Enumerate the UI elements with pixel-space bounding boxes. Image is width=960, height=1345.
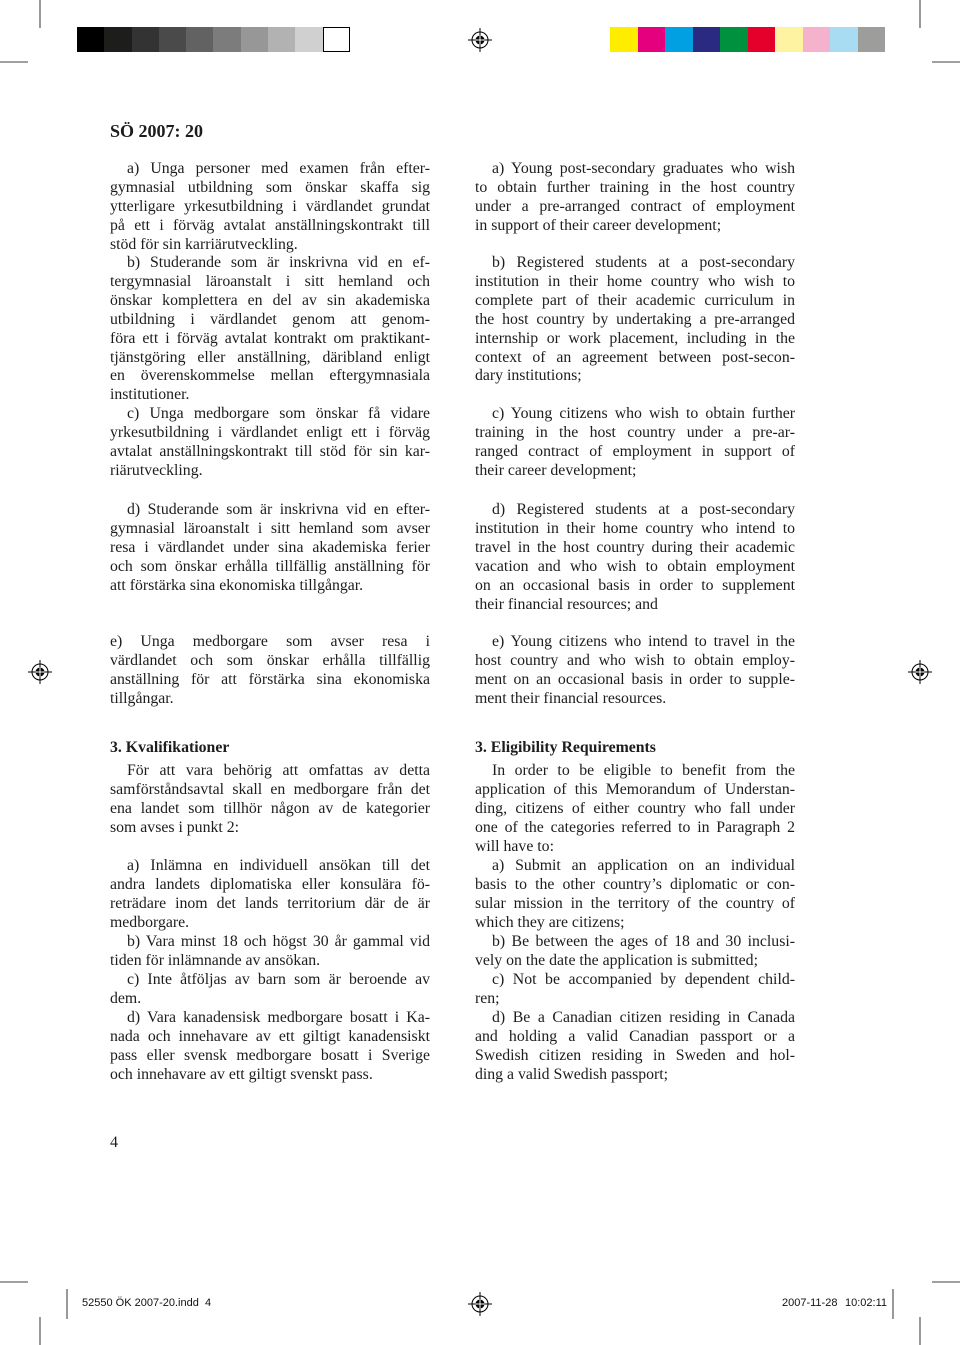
english-item-3d	[475, 1009, 795, 1085]
text-line: e) Young citizens who intend to travel in the	[492, 633, 795, 650]
text-line: c) Young citizens who wish to obtain further	[492, 405, 795, 422]
english-item-2d	[475, 501, 795, 614]
page-number: 4	[110, 1134, 118, 1151]
text-line: dem.	[110, 989, 142, 1007]
english-item-2c	[475, 405, 795, 481]
text-line: tjänstgöring eller anställning, däribland enligt	[110, 348, 430, 366]
text-line: sular mission in the territory of the country of	[475, 894, 795, 912]
text-line: application of this Memorandum of Understan-	[475, 780, 795, 798]
swedish-item-2c	[110, 405, 430, 481]
text-line: tillgångar.	[110, 689, 174, 707]
text-line: dary institutions;	[475, 367, 582, 385]
text-line: nada och innehavare av ett giltigt kanadensiskt	[110, 1027, 430, 1045]
text-line: b) Registered students at a post-secondary	[492, 254, 795, 271]
text-line: which they are citizens;	[475, 913, 625, 931]
document-reference: SÖ 2007: 20	[110, 121, 204, 141]
swedish-intro-3	[110, 762, 430, 838]
text-line: a) Young post-secondary graduates who wish	[492, 160, 795, 177]
text-line: under a pre-arranged contract of employment	[475, 197, 795, 215]
swedish-item-3b	[110, 933, 430, 971]
text-line: institution in their home country who intend to	[475, 519, 795, 537]
text-line: riärutveckling.	[110, 461, 203, 479]
section-heading: 3. Eligibility Requirements	[475, 739, 656, 756]
text-line: önskar komplettera en del av sin akademiska	[110, 291, 430, 309]
text-line: institutioner.	[110, 386, 190, 404]
color-patch	[77, 27, 104, 52]
text-line: ment their financial resources.	[475, 689, 667, 707]
color-patch	[830, 27, 858, 52]
text-line: ment on an occasional basis in order to supple-	[475, 670, 795, 688]
text-line: resa i värdlandet under sina akademiska ferier	[110, 538, 430, 556]
text-line: their financial resources; and	[475, 595, 658, 613]
text-line: the host country by undertaking a pre-arranged	[475, 310, 795, 328]
text-line: gymnasial utbildning som önskar skaffa sig	[110, 178, 430, 196]
text-line: their career development;	[475, 461, 637, 479]
text-line: utbildning i värdlandet genom att genom-	[110, 310, 430, 328]
text-line: ena landet som tillhör någon av de kategorier	[110, 799, 430, 817]
english-item-3c	[475, 971, 795, 1009]
text-line: som avses i punkt 2:	[110, 818, 240, 836]
text-line: will have to:	[475, 837, 554, 855]
slug-filename: 52550 ÖK 2007-20.indd	[82, 1297, 199, 1309]
text-line: och innehavare av ett giltigt svenskt pass.	[110, 1065, 373, 1083]
text-line: e) Unga medborgare som avser resa i	[110, 633, 430, 650]
english-intro-3	[475, 762, 795, 857]
text-line: på ett i förväg avtalat anställningskontrakt till	[110, 216, 430, 234]
registration-mark	[468, 1292, 492, 1316]
text-line: medborgare.	[110, 913, 190, 931]
text-line: internship or work placement, including in the	[475, 329, 795, 347]
text-line: basis to the other country’s diplomatic or con-	[475, 875, 795, 893]
color-patch	[858, 27, 886, 52]
slug-time: 10:02:11	[845, 1297, 888, 1309]
text-line: pass eller svensk medborgare bosatt i Sverige	[110, 1046, 430, 1064]
text-line: värdlandet och som önskar erhålla tillfällig	[110, 651, 430, 669]
text-line: en överenskommelse mellan eftergymnasiala	[110, 367, 430, 385]
text-line: c) Not be accompanied by dependent child-	[492, 971, 795, 988]
slug-date: 2007-11-28	[782, 1297, 838, 1309]
text-line: ding, citizens of either country who fall under	[475, 799, 795, 817]
slug-page: 4	[205, 1297, 212, 1309]
text-line: ren;	[475, 989, 500, 1007]
text-line: d) Studerande som är inskrivna vid en efter-	[127, 501, 430, 518]
text-line: ranged contract of employment in support of	[475, 442, 795, 460]
text-line: b) Vara minst 18 och högst 30 år gammal vid	[127, 933, 430, 950]
text-line: gymnasial läroanstalt i sitt hemland som avser	[110, 519, 430, 537]
text-line: föra ett i förväg avtalat kontrakt om praktikant-	[110, 329, 430, 347]
text-line: stöd för sin karriärutveckling.	[110, 235, 298, 253]
text-line: in support of their career development;	[475, 216, 722, 234]
swedish-item-3a	[110, 857, 430, 933]
text-line: vely on the date the application is submitted;	[475, 951, 758, 969]
swedish-item-2b	[110, 254, 430, 405]
color-patch	[803, 27, 831, 52]
swedish-column	[110, 0, 430, 1100]
text-line: att förstärka sina ekonomiska tillgångar.	[110, 576, 364, 594]
swedish-item-2d	[110, 501, 430, 596]
english-item-3a	[475, 857, 795, 933]
text-line: samförståndsavtal skall en medborgare från det	[110, 780, 430, 798]
text-line: and holding a valid Canadian passport or a	[475, 1027, 795, 1045]
swedish-item-3c	[110, 971, 430, 1009]
swedish-item-2e	[110, 633, 430, 709]
text-line: d) Be a Canadian citizen residing in Canada	[492, 1009, 795, 1026]
text-line: d) Registered students at a post-secondary	[492, 501, 795, 518]
text-line: ding a valid Swedish passport;	[475, 1065, 669, 1083]
text-line: a) Unga personer med examen från efter-	[127, 160, 430, 177]
text-line: c) Unga medborgare som önskar få vidare	[127, 405, 430, 422]
registration-mark	[908, 660, 932, 684]
text-line: complete part of their academic curriculum in	[475, 291, 795, 309]
english-item-3b	[475, 933, 795, 971]
text-line: context of an agreement between post-secon-	[475, 348, 795, 366]
text-line: andra landets diplomatiska eller konsulära fö-	[110, 875, 430, 893]
english-item-2b	[475, 254, 795, 386]
text-line: to obtain further training in the host country	[475, 178, 795, 196]
text-line: För att vara behörig att omfattas av detta	[127, 762, 430, 779]
text-line: vacation and who wish to obtain employment	[475, 557, 795, 575]
text-line: training in the host country under a pre-ar-	[475, 423, 795, 441]
text-line: b) Be between the ages of 18 and 30 inclusi-	[492, 933, 795, 950]
text-line: tergymnasial läroanstalt i sitt hemland och	[110, 272, 430, 290]
text-line: ytterligare yrkesutbildning i värdlandet grundat	[110, 197, 430, 215]
text-line: one of the categories referred to in Paragraph 2	[475, 818, 795, 836]
text-line: a) Submit an application on an individual	[492, 857, 795, 874]
text-line: yrkesutbildning i värdlandet enligt ett i förväg	[110, 423, 430, 441]
text-line: In order to be eligible to benefit from the	[492, 762, 795, 779]
english-item-2e	[475, 633, 795, 709]
text-line: tiden för inlämnande av ansökan.	[110, 951, 321, 969]
text-line: och som önskar erhålla tillfällig anställning för	[110, 557, 430, 575]
text-line: on an occasional basis in order to supplement	[475, 576, 795, 594]
text-line: a) Inlämna en individuell ansökan till det	[127, 857, 430, 874]
registration-mark	[28, 660, 52, 684]
swedish-item-3d	[110, 1009, 430, 1085]
section-heading: 3. Kvalifikationer	[110, 739, 230, 756]
text-line: institution in their home country who wish to	[475, 272, 795, 290]
text-line: c) Inte åtföljas av barn som är beroende av	[127, 971, 430, 988]
text-line: host country and who wish to obtain employ-	[475, 651, 795, 669]
swedish-item-2a	[110, 160, 430, 255]
english-column	[475, 0, 795, 1100]
text-line: avtalat anställningskontrakt till stöd för sin kar-	[110, 442, 430, 460]
text-line: d) Vara kanadensisk medborgare bosatt i Ka-	[127, 1009, 430, 1026]
text-line: travel in the host country during their academic	[475, 538, 795, 556]
text-line: anställning för att förstärka sina ekonomiska	[110, 670, 430, 688]
text-line: Swedish citizen residing in Sweden and hol-	[475, 1046, 795, 1064]
text-line: b) Studerande som är inskrivna vid en ef-	[127, 254, 430, 271]
text-line: reträdare inom det lands territorium där de är	[110, 894, 430, 912]
english-item-2a	[475, 160, 795, 236]
